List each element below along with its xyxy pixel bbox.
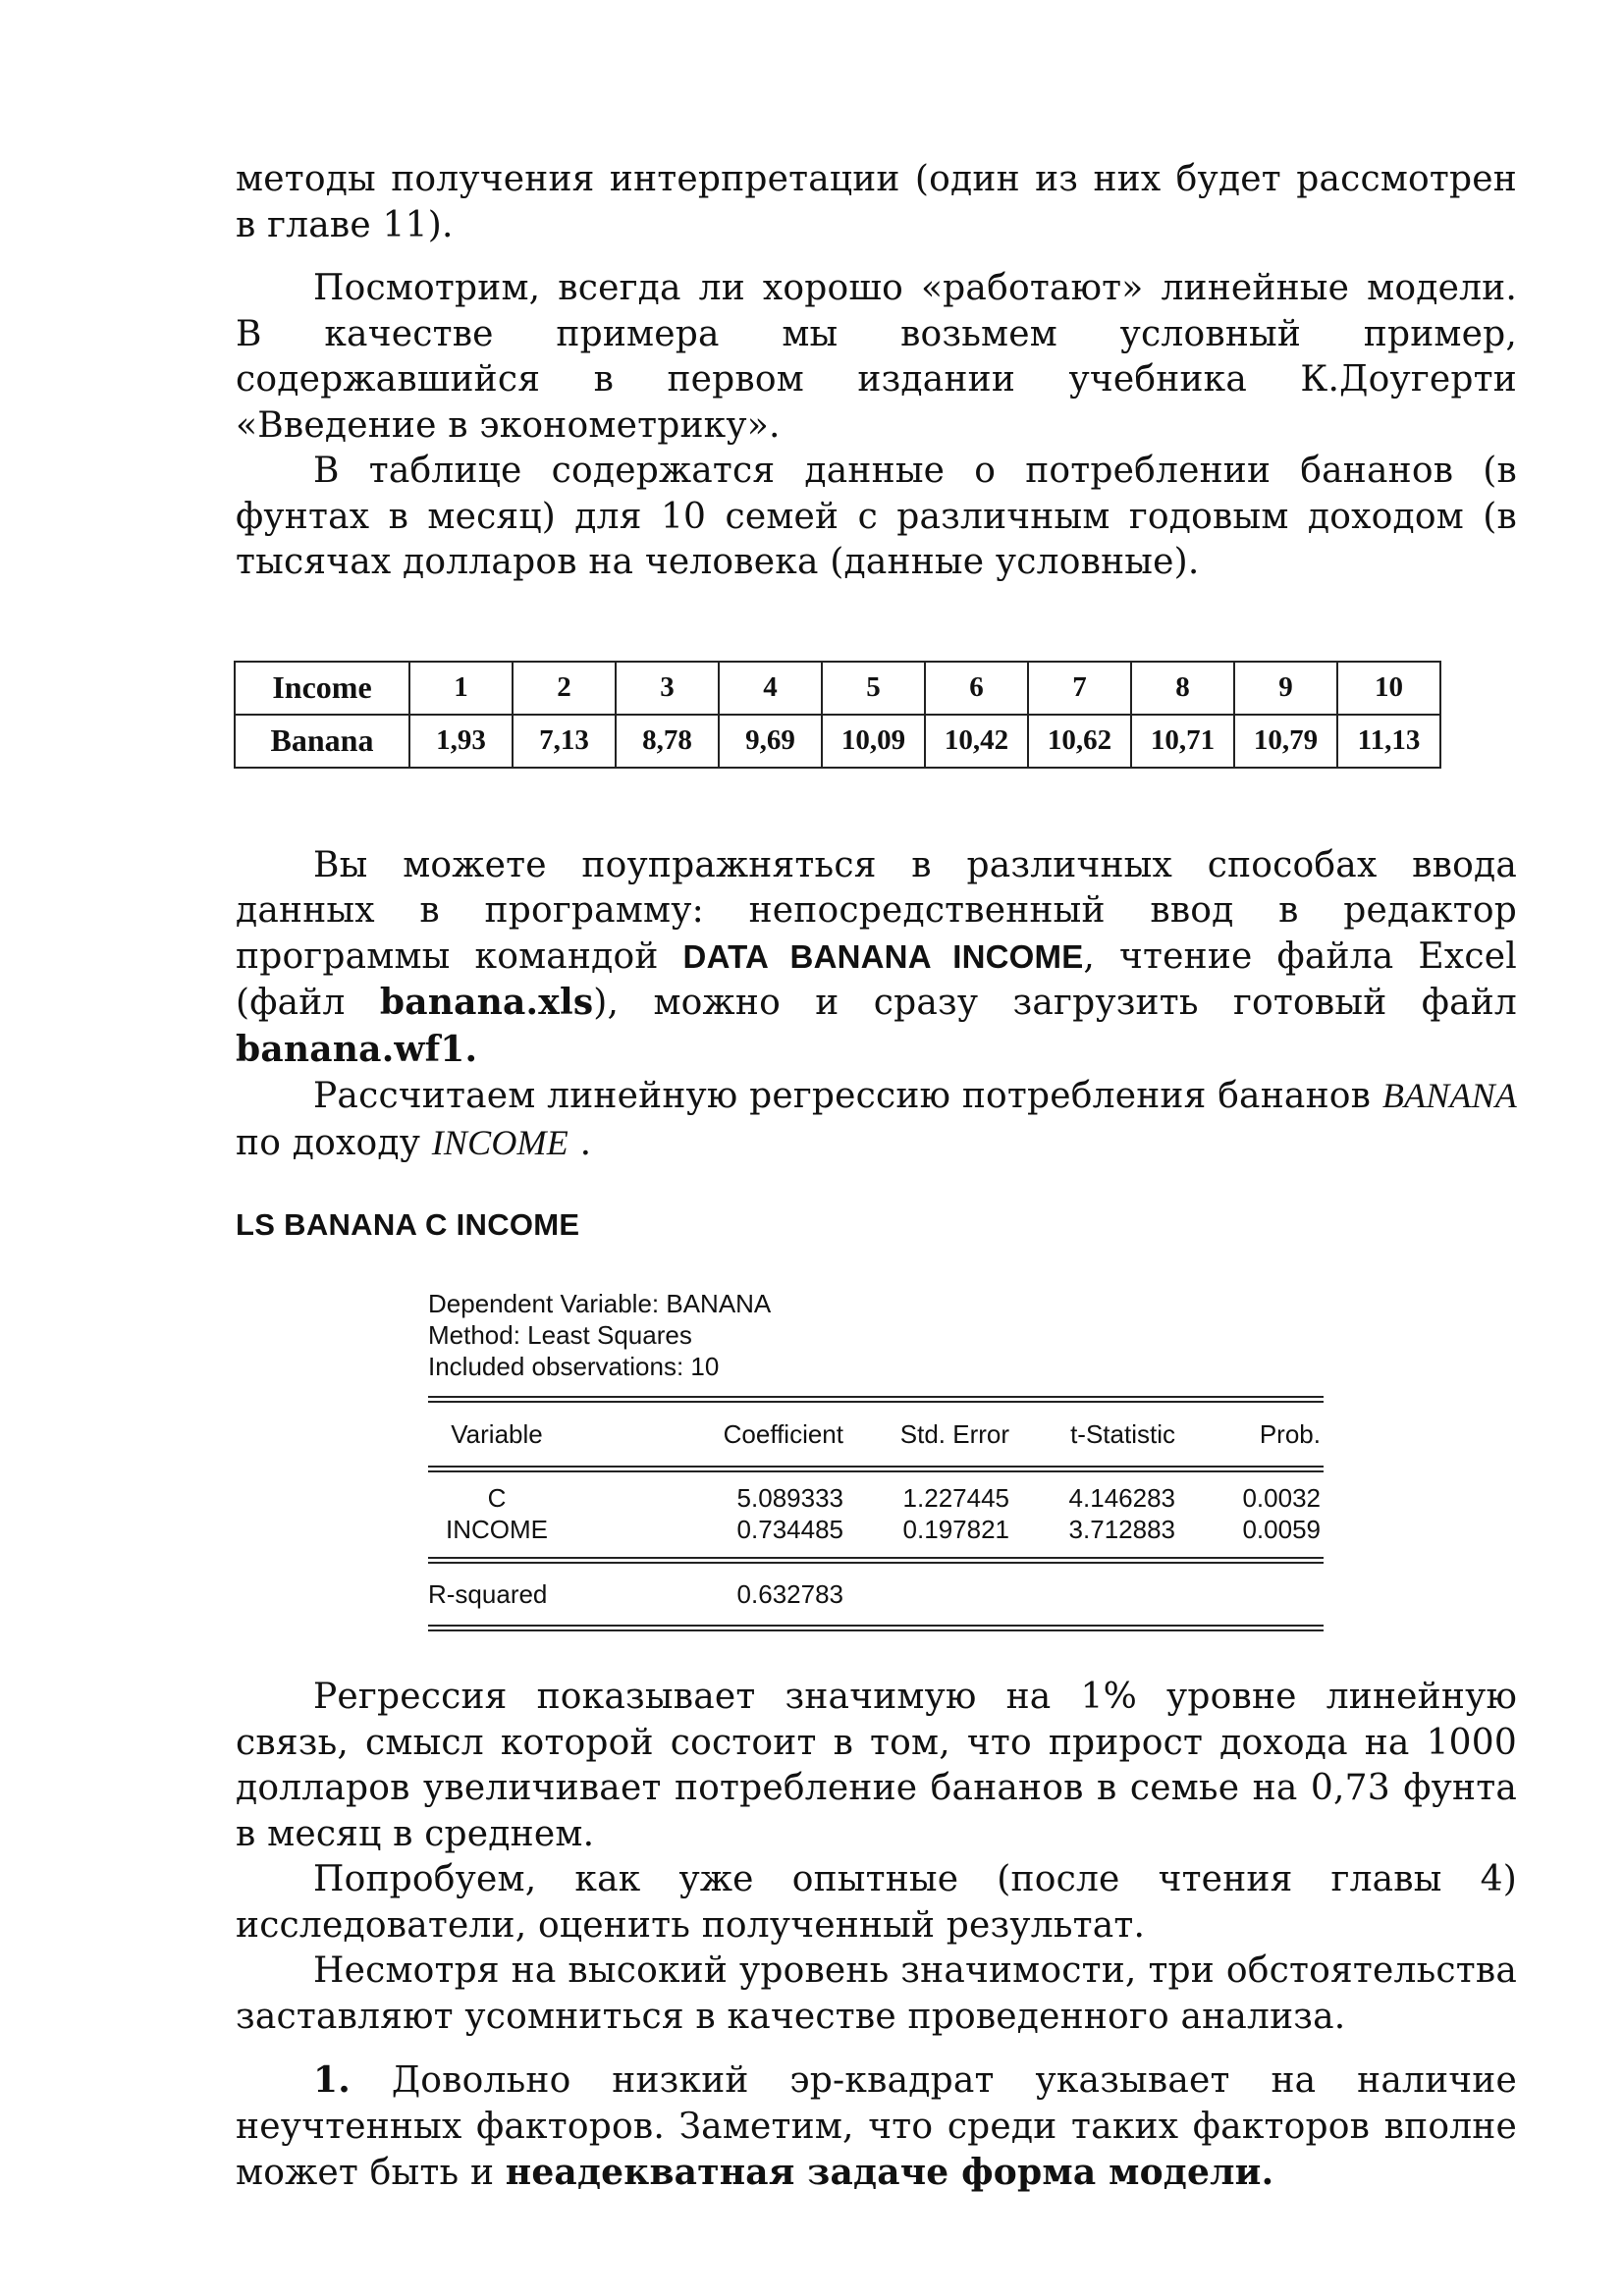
banana-cell: 10,09 (822, 715, 925, 768)
income-cell: 2 (513, 662, 616, 715)
paragraph-text: Рассчитаем линейную регрессию потребления бананов (313, 1076, 1382, 1116)
paragraph-continuation: методы получения интерпретации (один из них будет рассмотрен в главе 11). (236, 159, 1517, 245)
workfile-name: banana.wf1. (236, 1028, 478, 1070)
r-squared-label: R-squared (428, 1578, 548, 1609)
income-cell: 8 (1131, 662, 1234, 715)
column-header: Coefficient (723, 1418, 843, 1449)
estimation-method: Method: Least Squares (428, 1320, 692, 1350)
std-error-value: 1.227445 (902, 1482, 1009, 1513)
prob-value: 0.0032 (1242, 1482, 1321, 1513)
banana-cell: 10,79 (1234, 715, 1337, 768)
variable-banana: BANANA (1381, 1076, 1517, 1115)
ls-command: LS BANANA C INCOME (236, 1207, 580, 1242)
column-header: t-Statistic (1070, 1418, 1175, 1449)
coefficient-value: 0.734485 (736, 1514, 843, 1544)
paragraph-text: ), можно и сразу загрузить готовый файл (593, 983, 1517, 1023)
r-squared-value: 0.632783 (736, 1578, 843, 1609)
std-error-value: 0.197821 (902, 1514, 1009, 1544)
banana-cell: 7,13 (513, 715, 616, 768)
paragraph-text: по доходу (236, 1122, 432, 1163)
income-cell: 7 (1028, 662, 1131, 715)
excel-file-name: banana.xls (379, 982, 594, 1023)
data-command: DATA BANANA INCOME (682, 937, 1084, 975)
banana-row (235, 715, 1440, 768)
double-rule (428, 1466, 1324, 1472)
t-statistic-value: 4.146283 (1068, 1482, 1175, 1513)
included-observations: Included observations: 10 (428, 1352, 720, 1381)
income-cell: 10 (1337, 662, 1440, 715)
regression-header-row (428, 1403, 1324, 1466)
banana-cell: 1,93 (409, 715, 513, 768)
double-rule (428, 1557, 1324, 1564)
regression-body (428, 1472, 1324, 1557)
dependent-variable: Dependent Variable: BANANA (428, 1289, 772, 1318)
double-rule (428, 1396, 1324, 1403)
banana-header: Banana (235, 715, 409, 768)
banana-cell: 8,78 (616, 715, 719, 768)
regression-meta (428, 1288, 1324, 1382)
banana-cell: 10,62 (1028, 715, 1131, 768)
column-header: Prob. (1259, 1418, 1321, 1449)
emphasis-text: неадекватная задаче форма модели. (505, 2152, 1274, 2193)
income-cell: 1 (409, 662, 513, 715)
income-cell: 6 (925, 662, 1028, 715)
column-header: Std. Error (899, 1418, 1009, 1449)
income-cell: 3 (616, 662, 719, 715)
income-cell: 9 (1234, 662, 1337, 715)
paragraph-doubts: Несмотря на высокий уровень значимости, три обстоятельства заставляют усомниться в качестве проведенного анализа. (236, 1950, 1517, 2037)
double-rule (428, 1625, 1324, 1631)
t-statistic-value: 3.712883 (1068, 1514, 1175, 1544)
income-header: Income (235, 662, 409, 715)
banana-cell: 9,69 (719, 715, 822, 768)
table-row (428, 1482, 1324, 1514)
paragraph-text: Довольно низкий эр-квадрат указывает на наличие неучтенных факторов. Заметим, что среди таких факторов вполне может быть и (236, 2060, 1517, 2193)
table-row (428, 1514, 1324, 1545)
prob-value: 0.0059 (1242, 1514, 1321, 1544)
document-page (236, 157, 1517, 2197)
paragraph-text: , чтение файла Excel (файл (236, 935, 1517, 1023)
income-banana-table (234, 661, 1441, 769)
paragraph-linear-models: Посмотрим, всегда ли хорошо «работают» линейные модели. В качестве примера мы возьмем условный пример, содержавшийся в первом издании учебника К.Доугерти «Введение в эконометрику». (236, 268, 1517, 446)
income-row (235, 662, 1440, 715)
column-header: Variable (451, 1418, 543, 1449)
income-cell: 5 (822, 662, 925, 715)
paragraph-regression-intro (236, 1073, 1517, 1166)
r-squared-row (428, 1564, 1324, 1625)
banana-cell: 10,42 (925, 715, 1028, 768)
variable-income: INCOME (431, 1122, 568, 1162)
paragraph-point-one (236, 2057, 1517, 2197)
list-number: 1. (313, 2059, 351, 2101)
paragraph-data-input (236, 843, 1517, 1074)
paragraph-evaluate: Попробуем, как уже опытные (после чтения главы 4) исследователи, оценить полученный результат. (236, 1859, 1517, 1946)
variable-name: C (487, 1482, 507, 1513)
paragraph-text: Вы можете поупражняться в различных способах ввода данных в программу: непосредственный ввод в редактор программы командой (236, 844, 1517, 977)
banana-cell: 11,13 (1337, 715, 1440, 768)
paragraph-regression-result: Регрессия показывает значимую на 1% уровне линейную связь, смысл которой состоит в том, что прирост дохода на 1000 долларов увеличивает потребление бананов в семье на 0,73 фунта в месяц в среднем. (236, 1677, 1517, 1854)
paragraph-table-intro: В таблице содержатся данные о потреблении бананов (в фунтах в месяц) для 10 семей с различным годовым доходом (в тысячах долларов на человека (данные условные). (236, 451, 1517, 582)
coefficient-value: 5.089333 (736, 1482, 843, 1513)
variable-name: INCOME (446, 1514, 548, 1544)
income-cell: 4 (719, 662, 822, 715)
regression-output (428, 1288, 1324, 1631)
banana-cell: 10,71 (1131, 715, 1234, 768)
paragraph-text: . (568, 1122, 592, 1163)
